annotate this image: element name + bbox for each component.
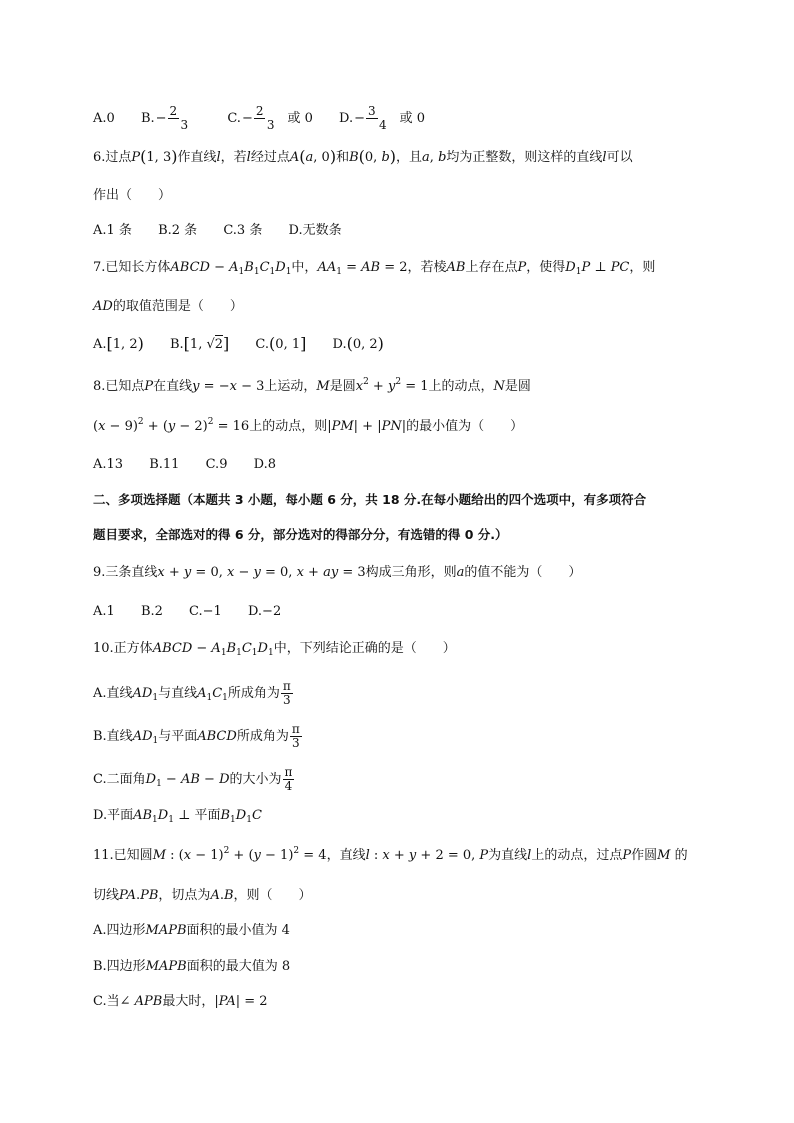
q9-option-d: D.−2 xyxy=(247,604,282,619)
q10-option-c: C.二面角$D_1$ − AB − D的大小为 $\frac{\pi}{4}$ xyxy=(93,765,293,793)
q11-option-c: C.当∠ APB最大时，|PA| = 2 xyxy=(93,994,268,1009)
q7-option-a: A.[1, 2) xyxy=(93,334,144,353)
q11-stem-line1: 11.已知圆M : $(x - 1)^2 + (y - 1)^2 = 4$，直线l : x + y + 2 = 0, P为直线l上的动点，过点P作圆M 的 xyxy=(93,846,688,863)
q9-option-c: C.−1 xyxy=(189,604,222,619)
q6-option-a: A.1 条 xyxy=(93,223,132,238)
q5-option-a: A.0 xyxy=(93,111,115,126)
q8-option-a: A.13 xyxy=(93,457,124,472)
q7-option-d: D.(0, 2) xyxy=(332,334,384,353)
q5-option-c: C.− 2 3 或 0 xyxy=(227,104,313,132)
q9-stem: 9.三条直线x + y = 0, x − y = 0, x + ay = 3构成三角形，则a的值不能为（ ） xyxy=(93,565,582,580)
q6-option-c: C.3 条 xyxy=(223,223,263,238)
q10-option-a: A.直线$AD_1$与直线$A_1C_1$所成角为 $\frac{\pi}{3}$ xyxy=(93,679,291,707)
q7-stem-line2: AD的取值范围是（ ） xyxy=(93,299,243,314)
section-2-heading-line2: 题目要求，全部选对的得 6 分，部分选对的得部分分，有选错的得 0 分.） xyxy=(93,527,508,542)
q7-stem-line1: 7.已知长方体ABCD − $A_1B_1C_1D_1$中，$AA_1$ = AB = 2，若棱AB上存在点P，使得$D_1P$ ⊥ PC，则 xyxy=(93,260,656,277)
q8-options xyxy=(93,455,276,475)
q6-options xyxy=(93,221,342,241)
q8-stem-line2: $(x - 9)^2 + (y - 2)^2 = 16$上的动点，则|PM| + |PN|的最小值为（ ） xyxy=(93,417,524,434)
q10-option-d: D.平面$AB_1D_1$ ⊥ 平面$B_1D_1C$ xyxy=(93,808,262,825)
q10-stem: 10.正方体ABCD − $A_1B_1C_1D_1$中，下列结论正确的是（ ） xyxy=(93,641,456,658)
q6-stem-line1: 6.过点P(1, 3)作直线l，若l经过点A(a, 0)和B(0, b)，且a, b均为正整数，则这样的直线l可以 xyxy=(93,147,633,166)
q8-option-b: B.11 xyxy=(149,457,180,472)
q8-stem-line1: 8.已知点P在直线y = −x − 3上运动，M是圆$x^2 + y^2 = 1$上的动点，N是圆 xyxy=(93,377,531,394)
q9-option-a: A.1 xyxy=(93,604,115,619)
q8-option-d: D.8 xyxy=(253,457,276,472)
q6-stem-line2: 作出（ ） xyxy=(93,188,172,203)
q5-option-b: B.− 2 3 xyxy=(140,104,189,132)
section-2-heading: 二、多项选择题（本题共 3 小题，每小题 6 分，共 18 分.在每小题给出的四个选项中，有多项符合 xyxy=(93,492,647,507)
q7-option-c: C.(0, 1] xyxy=(255,334,307,353)
q11-option-b: B.四边形MAPB面积的最大值为 8 xyxy=(93,959,291,974)
q6-option-d: D.无数条 xyxy=(288,223,342,238)
q9-option-b: B.2 xyxy=(140,604,163,619)
q5-option-d: D.− 3 4 或 0 xyxy=(339,104,426,132)
q11-stem-line2: 切线PA.PB，切点为A.B，则（ ） xyxy=(93,888,312,903)
q6-option-b: B.2 条 xyxy=(158,223,198,238)
q8-option-c: C.9 xyxy=(205,457,228,472)
q7-options xyxy=(93,334,384,355)
q5-options xyxy=(93,105,425,132)
q10-option-b: B.直线$AD_1$与平面ABCD所成角为 $\frac{\pi}{3}$ xyxy=(93,722,300,750)
q7-option-b: B.[1, √2] xyxy=(169,334,230,353)
q11-option-a: A.四边形MAPB面积的最小值为 4 xyxy=(93,923,290,938)
q9-options xyxy=(93,602,281,622)
